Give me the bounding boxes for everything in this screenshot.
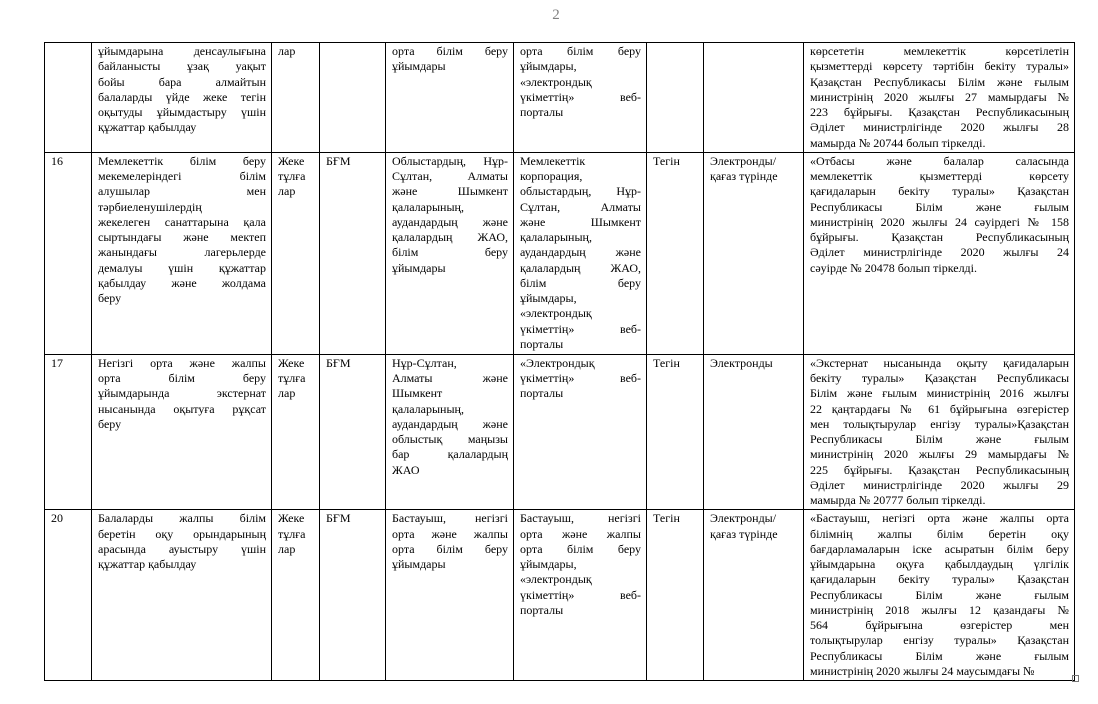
- cell-form-text: [710, 511, 798, 542]
- cell-number: [45, 510, 92, 681]
- text-line: қағаз түрінде: [710, 526, 778, 541]
- cell-service-name: [92, 43, 272, 153]
- cell-provider-text: [392, 154, 508, 276]
- cell-form-text: [710, 356, 798, 371]
- text-line: қағидаларын бекіту туралы» Қазақстан: [810, 184, 1069, 199]
- text-line: алушылар мен: [98, 184, 266, 199]
- cell-service-name: [92, 354, 272, 510]
- cell-authority: [320, 152, 386, 354]
- cell-service-name-text: [98, 44, 266, 136]
- table-row: [45, 152, 1075, 354]
- cell-number: [45, 43, 92, 153]
- text-line: Республикасы Білім және ғылым: [810, 432, 1069, 446]
- cell-channel: [514, 152, 647, 354]
- text-line: ұйымдарына денсаулығына: [98, 44, 266, 58]
- cell-legal-basis-text: [810, 356, 1069, 509]
- table-row: [45, 354, 1075, 510]
- cell-number-text: 17: [51, 355, 63, 370]
- cell-legal-basis-text: [810, 154, 1069, 276]
- cell-provider-text: [392, 356, 508, 478]
- text-line: ұйымдары,: [520, 557, 577, 571]
- cell-channel-text: [520, 356, 641, 402]
- text-line: үкіметтің» веб-: [520, 321, 641, 336]
- text-line: порталы: [520, 386, 564, 401]
- text-line: Алматы және: [392, 371, 508, 385]
- text-line: лар: [278, 541, 296, 556]
- cell-authority: [320, 510, 386, 681]
- text-line: білім беру: [392, 245, 508, 260]
- text-line: білім беру: [520, 275, 641, 290]
- text-line: орта білім беру: [520, 541, 641, 556]
- text-line: Шымкент: [392, 386, 443, 401]
- text-line: Жеке: [278, 511, 305, 526]
- text-line: Бастауыш, негізгі: [392, 511, 508, 526]
- text-line: орта білім беру: [520, 44, 641, 58]
- text-line: [710, 44, 798, 59]
- text-line: 22 қаңтардағы № 61 бұйрығына өзгерістер: [810, 401, 1069, 416]
- text-line: толықтырулар енгізу туралы» Қазақстан: [810, 633, 1069, 648]
- text-line: ұйымдары,: [520, 59, 577, 74]
- cell-recipient: [272, 354, 320, 510]
- text-line: ұйымдары,: [520, 291, 577, 305]
- cell-cost: [647, 152, 704, 354]
- text-line: «Электрондық: [520, 355, 595, 370]
- table-resize-handle[interactable]: [1072, 675, 1079, 682]
- text-line: Мемлекеттік білім беру: [98, 153, 266, 168]
- text-line: Электронды: [710, 355, 773, 370]
- cell-channel-text: [520, 511, 641, 618]
- cell-form-text: [710, 154, 798, 185]
- cell-form: [704, 43, 804, 153]
- text-line: үкіметтің» веб-: [520, 587, 641, 602]
- cell-recipient: [272, 510, 320, 681]
- text-line: Нұр-Сұлтан,: [392, 355, 457, 370]
- text-line: қалалардың ЖАО,: [520, 260, 641, 275]
- table-body: [45, 43, 1075, 681]
- text-line: ұйымдарына оқуға қабылдаудың үлгілік: [810, 557, 1069, 571]
- text-line: қабылдау және жолдама: [98, 275, 266, 290]
- text-line: беретін оқу орындарының: [98, 526, 266, 541]
- text-line: жекелеген санаттарына қала: [98, 214, 266, 229]
- cell-cost: [647, 510, 704, 681]
- text-line: «Бастауыш, негізгі орта және жалпы орта: [810, 511, 1069, 526]
- text-line: қызметтерді көрсету тәртібін бекіту туралы»: [810, 59, 1069, 74]
- text-line: Бастауыш, негізгі: [520, 511, 641, 526]
- table-row: [45, 43, 1075, 153]
- cell-provider: [386, 152, 514, 354]
- cell-recipient-text: [278, 154, 314, 200]
- text-line: аудандардың және: [520, 245, 641, 260]
- text-line: қалалардың ЖАО,: [392, 230, 508, 244]
- text-line: БҒМ: [326, 511, 351, 526]
- text-line: Облыстардың, Нұр-: [392, 153, 508, 168]
- text-line: нысанында оқытуға рұқсат: [98, 401, 266, 416]
- text-line: «Экстернат нысанында оқыту қағидаларын: [810, 355, 1069, 370]
- cell-service-name-text: [98, 511, 266, 572]
- text-line: порталы: [520, 105, 564, 119]
- text-line: [326, 44, 380, 59]
- text-line: Электронды/: [710, 153, 777, 168]
- cell-authority: [320, 354, 386, 510]
- text-line: орта және жалпы: [520, 526, 641, 541]
- text-line: Республикасы Білім және ғылым: [810, 587, 1069, 602]
- cell-form: [704, 510, 804, 681]
- text-line: 564 бұйрығына өзгерістер мен: [810, 618, 1069, 632]
- text-line: ЖАО: [392, 462, 420, 477]
- cell-cost-text: [653, 154, 698, 169]
- text-line: аудандардың және: [392, 214, 508, 229]
- cell-provider: [386, 510, 514, 681]
- text-line: орта білім беру: [98, 371, 266, 385]
- cell-form-text: [710, 44, 798, 59]
- cell-number: [45, 152, 92, 354]
- text-line: жанындағы лагерьлерде: [98, 245, 266, 260]
- text-line: үкіметтің» веб-: [520, 89, 641, 104]
- cell-provider-text: [392, 44, 508, 75]
- text-line: лар: [278, 44, 296, 58]
- text-line: «Отбасы және балалар саласында: [810, 153, 1069, 168]
- text-line: демалуы үшін құжаттар: [98, 260, 266, 275]
- text-line: Республикасы Білім және ғылым: [810, 648, 1069, 663]
- cell-recipient-text: [278, 511, 314, 557]
- text-line: Жеке: [278, 153, 305, 168]
- text-line: құжаттар қабылдау: [98, 120, 197, 135]
- text-line: беру: [98, 416, 122, 431]
- text-line: байланысты ұзақ уақыт: [98, 59, 266, 74]
- text-line: Республикасы Білім және ғылым: [810, 199, 1069, 214]
- text-line: БҒМ: [326, 153, 351, 168]
- text-line: Қазақстан Республикасы Білім және ғылым: [810, 74, 1069, 89]
- text-line: мамырда № 20777 болып тіркелді.: [810, 493, 986, 507]
- text-line: 225 бұйрығы. Қазақстан Республикасының: [810, 462, 1069, 477]
- text-line: мамырда № 20744 болып тіркелді.: [810, 135, 986, 150]
- cell-channel: [514, 43, 647, 153]
- text-line: арасында ауыстыру үшін: [98, 541, 266, 556]
- text-line: «электрондық: [520, 74, 592, 89]
- text-line: қағидаларын бекіту туралы» Қазақстан: [810, 572, 1069, 587]
- cell-legal-basis-text: [810, 511, 1069, 679]
- text-line: білімнің жалпы білім беретін оқу: [810, 526, 1069, 541]
- cell-authority-text: [326, 44, 380, 59]
- cell-recipient: [272, 152, 320, 354]
- cell-legal-basis: [804, 510, 1075, 681]
- cell-cost-text: [653, 44, 698, 59]
- text-line: қалаларының,: [520, 230, 592, 244]
- text-line: Тегін: [653, 153, 680, 168]
- text-line: министрінің 2020 жылғы 24 маусымдағы №: [810, 663, 1035, 678]
- text-line: және Шымкент: [392, 184, 508, 199]
- text-line: Әділет министрлігінде 2020 жылғы 29: [810, 477, 1069, 492]
- text-line: көрсететін мемлекеттік көрсетілетін: [810, 44, 1069, 58]
- text-line: облыстық маңызы: [392, 432, 508, 446]
- text-line: Балаларды жалпы білім: [98, 511, 266, 526]
- text-line: оқытуды ұйымдастыру үшін: [98, 105, 266, 119]
- text-line: порталы: [520, 336, 564, 351]
- text-line: порталы: [520, 602, 564, 617]
- text-line: БҒМ: [326, 355, 351, 370]
- cell-recipient-text: [278, 44, 314, 59]
- text-line: бұйрығы. Қазақстан Республикасының: [810, 230, 1069, 244]
- text-line: орта және жалпы: [392, 526, 508, 541]
- text-line: Тегін: [653, 511, 680, 526]
- text-line: аудандардың және: [392, 416, 508, 431]
- text-line: ұйымдары: [392, 59, 446, 74]
- text-line: Негізгі орта және жалпы: [98, 355, 266, 370]
- cell-authority-text: [326, 154, 380, 169]
- text-line: және Шымкент: [520, 214, 641, 229]
- cell-recipient-text: [278, 356, 314, 402]
- cell-form: [704, 354, 804, 510]
- cell-authority: [320, 43, 386, 153]
- text-line: құжаттар қабылдау: [98, 557, 197, 571]
- cell-legal-basis: [804, 354, 1075, 510]
- cell-channel-text: [520, 44, 641, 120]
- cell-authority-text: [326, 511, 380, 526]
- text-line: 223 бұйрығы. Қазақстан Республикасының: [810, 105, 1069, 119]
- cell-provider: [386, 43, 514, 153]
- text-line: облыстардың, Нұр-: [520, 184, 641, 199]
- cell-authority-text: [326, 356, 380, 371]
- text-line: сыртындағы және мектеп: [98, 230, 266, 244]
- cell-number: [45, 354, 92, 510]
- text-line: лар: [278, 184, 296, 199]
- text-line: «электрондық: [520, 572, 592, 587]
- text-line: Жеке: [278, 355, 305, 370]
- text-line: ұйымдары: [392, 260, 446, 275]
- text-line: Электронды/: [710, 511, 777, 526]
- cell-service-name-text: [98, 356, 266, 432]
- cell-cost-text: [653, 356, 698, 371]
- cell-cost: [647, 43, 704, 153]
- cell-provider: [386, 354, 514, 510]
- text-line: мемлекеттік қызметтерді көрсету: [810, 169, 1069, 183]
- text-line: орта білім беру: [392, 541, 508, 556]
- text-line: сәуірде № 20478 болып тіркелді.: [810, 260, 977, 275]
- text-line: Сұлтан, Алматы: [520, 199, 641, 214]
- text-line: қалаларының,: [392, 401, 464, 416]
- cell-service-name: [92, 152, 272, 354]
- text-line: бағдарламаларын іске асыратын білім беру: [810, 541, 1069, 556]
- text-line: үкіметтің» веб-: [520, 371, 641, 385]
- text-line: ұйымдары: [392, 557, 446, 571]
- text-line: мекемелеріндегі білім: [98, 169, 266, 183]
- text-line: министрінің 2018 жылғы 12 қазандағы №: [810, 602, 1069, 617]
- text-line: корпорация,: [520, 169, 583, 183]
- cell-legal-basis: [804, 152, 1075, 354]
- table-row: [45, 510, 1075, 681]
- text-line: ұйымдарында экстернат: [98, 386, 266, 401]
- text-line: орта білім беру: [392, 44, 508, 58]
- cell-cost: [647, 354, 704, 510]
- text-line: балаларды үйде жеке тегін: [98, 89, 266, 104]
- page-number: 2: [552, 7, 560, 23]
- text-line: мен толықтырулар енгізу туралы»Қазақстан: [810, 416, 1069, 431]
- text-line: министрінің 2020 жылғы 24 сәуірдегі № 158: [810, 214, 1069, 229]
- cell-channel-text: [520, 154, 641, 352]
- text-line: беру: [98, 291, 122, 305]
- cell-cost-text: [653, 511, 698, 526]
- text-line: Әділет министрлігінде 2020 жылғы 28: [810, 120, 1069, 135]
- text-line: Мемлекеттік: [520, 153, 586, 168]
- text-line: тәрбиеленушілердің: [98, 199, 202, 214]
- text-line: бар қалалардың: [392, 447, 508, 462]
- cell-channel: [514, 354, 647, 510]
- text-line: [653, 44, 698, 59]
- cell-provider-text: [392, 511, 508, 572]
- cell-recipient: [272, 43, 320, 153]
- cell-legal-basis-text: [810, 44, 1069, 151]
- cell-channel: [514, 510, 647, 681]
- text-line: министрінің 2020 жылғы 29 мамырдағы №: [810, 447, 1069, 462]
- cell-number-text: 20: [51, 511, 63, 526]
- text-line: бекіту туралы» Қазақстан Республикасы: [810, 371, 1069, 385]
- text-line: лар: [278, 386, 296, 401]
- text-line: бойы бара алмайтын: [98, 74, 266, 89]
- text-line: Білім және ғылым министрінің 2016 жылғы: [810, 386, 1069, 401]
- text-line: тұлға: [278, 169, 306, 183]
- cell-service-name-text: [98, 154, 266, 307]
- services-table: [44, 42, 1075, 681]
- cell-service-name: [92, 510, 272, 681]
- text-line: Әділет министрлігінде 2020 жылғы 24: [810, 245, 1069, 260]
- text-line: қалаларының,: [392, 199, 464, 214]
- text-line: «электрондық: [520, 306, 592, 321]
- cell-form: [704, 152, 804, 354]
- text-line: қағаз түрінде: [710, 169, 778, 183]
- text-line: Тегін: [653, 355, 680, 370]
- text-line: тұлға: [278, 526, 306, 541]
- text-line: тұлға: [278, 371, 306, 385]
- cell-number-text: 16: [51, 153, 63, 168]
- cell-legal-basis: [804, 43, 1075, 153]
- text-line: министрінің 2020 жылғы 27 мамырдағы №: [810, 89, 1069, 104]
- text-line: Сұлтан, Алматы: [392, 169, 508, 183]
